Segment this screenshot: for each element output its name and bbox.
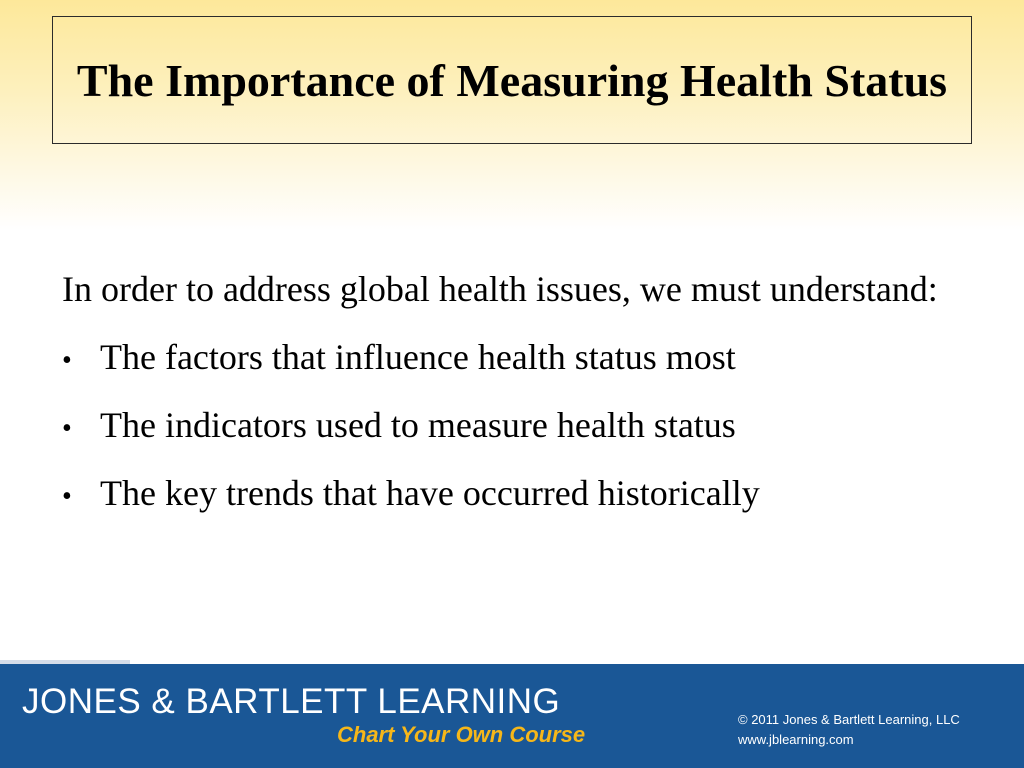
bullet-text: The key trends that have occurred historically	[100, 473, 760, 513]
bullet-list	[62, 330, 962, 524]
bullet-text: The indicators used to measure health status	[100, 405, 736, 445]
website-text: www.jblearning.com	[738, 732, 854, 747]
intro-text: In order to address global health issues, we must understand:	[62, 269, 938, 309]
bullet-icon: •	[62, 481, 72, 512]
bullet-icon: •	[62, 345, 72, 376]
slide-title: The Importance of Measuring Health Status	[76, 54, 948, 106]
slide-body	[62, 262, 962, 534]
publisher-logo-text: JONES & BARTLETT LEARNING	[22, 682, 561, 721]
bullet-item	[62, 398, 962, 456]
copyright-text: © 2011 Jones & Bartlett Learning, LLC	[738, 712, 960, 727]
publisher-tagline: Chart Your Own Course	[337, 722, 586, 747]
bullet-item	[62, 466, 962, 524]
bullet-icon: •	[62, 413, 72, 444]
bullet-item	[62, 330, 962, 388]
title-box	[52, 16, 972, 144]
bullet-text: The factors that influence health status most	[100, 337, 736, 377]
footer-bar	[0, 664, 1024, 768]
